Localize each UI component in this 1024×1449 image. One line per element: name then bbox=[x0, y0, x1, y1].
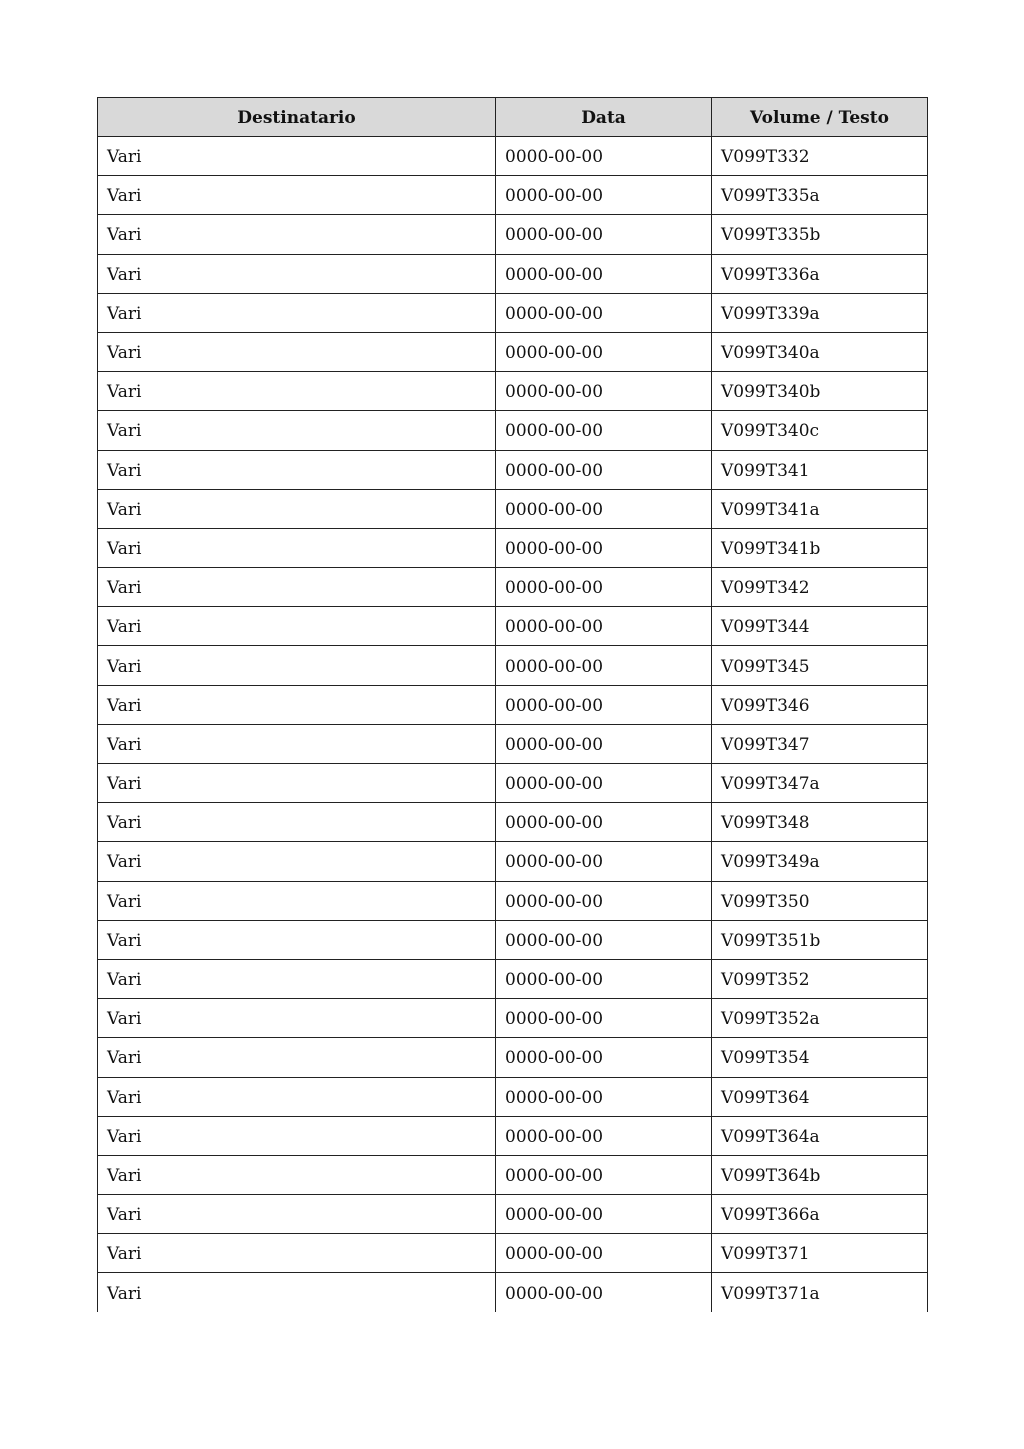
cell-volume-testo: V099T348 bbox=[712, 803, 928, 842]
cell-destinatario: Vari bbox=[98, 607, 496, 646]
cell-data: 0000-00-00 bbox=[496, 1116, 712, 1155]
cell-data: 0000-00-00 bbox=[496, 254, 712, 293]
cell-destinatario: Vari bbox=[98, 685, 496, 724]
table-row bbox=[98, 803, 928, 842]
table-row bbox=[98, 215, 928, 254]
cell-volume-testo: V099T364b bbox=[712, 1155, 928, 1194]
table-row bbox=[98, 293, 928, 332]
cell-volume-testo: V099T349a bbox=[712, 842, 928, 881]
cell-data: 0000-00-00 bbox=[496, 332, 712, 371]
table-row bbox=[98, 1038, 928, 1077]
column-header-volume-testo: Volume / Testo bbox=[712, 98, 928, 137]
cell-data: 0000-00-00 bbox=[496, 1234, 712, 1273]
cell-volume-testo: V099T341a bbox=[712, 489, 928, 528]
cell-volume-testo: V099T371a bbox=[712, 1273, 928, 1312]
table-header-row bbox=[98, 98, 928, 137]
table-row bbox=[98, 724, 928, 763]
cell-data: 0000-00-00 bbox=[496, 489, 712, 528]
cell-volume-testo: V099T341b bbox=[712, 528, 928, 567]
cell-volume-testo: V099T354 bbox=[712, 1038, 928, 1077]
table-row bbox=[98, 920, 928, 959]
table-row bbox=[98, 450, 928, 489]
cell-data: 0000-00-00 bbox=[496, 1273, 712, 1312]
cell-data: 0000-00-00 bbox=[496, 959, 712, 998]
table-row bbox=[98, 607, 928, 646]
table-row bbox=[98, 332, 928, 371]
cell-destinatario: Vari bbox=[98, 332, 496, 371]
cell-data: 0000-00-00 bbox=[496, 1077, 712, 1116]
cell-data: 0000-00-00 bbox=[496, 881, 712, 920]
cell-data: 0000-00-00 bbox=[496, 920, 712, 959]
cell-data: 0000-00-00 bbox=[496, 450, 712, 489]
cell-volume-testo: V099T366a bbox=[712, 1195, 928, 1234]
cell-destinatario: Vari bbox=[98, 372, 496, 411]
cell-volume-testo: V099T332 bbox=[712, 137, 928, 176]
cell-destinatario: Vari bbox=[98, 920, 496, 959]
cell-data: 0000-00-00 bbox=[496, 137, 712, 176]
cell-destinatario: Vari bbox=[98, 1273, 496, 1312]
cell-volume-testo: V099T352 bbox=[712, 959, 928, 998]
cell-data: 0000-00-00 bbox=[496, 685, 712, 724]
table-row bbox=[98, 1077, 928, 1116]
cell-volume-testo: V099T335a bbox=[712, 176, 928, 215]
cell-destinatario: Vari bbox=[98, 450, 496, 489]
cell-volume-testo: V099T340c bbox=[712, 411, 928, 450]
table-row bbox=[98, 528, 928, 567]
cell-volume-testo: V099T350 bbox=[712, 881, 928, 920]
cell-data: 0000-00-00 bbox=[496, 1195, 712, 1234]
table-row bbox=[98, 568, 928, 607]
cell-data: 0000-00-00 bbox=[496, 999, 712, 1038]
cell-data: 0000-00-00 bbox=[496, 1155, 712, 1194]
table-body bbox=[98, 137, 928, 1313]
cell-destinatario: Vari bbox=[98, 959, 496, 998]
cell-data: 0000-00-00 bbox=[496, 293, 712, 332]
table-row bbox=[98, 881, 928, 920]
cell-volume-testo: V099T364a bbox=[712, 1116, 928, 1155]
cell-destinatario: Vari bbox=[98, 1038, 496, 1077]
cell-destinatario: Vari bbox=[98, 293, 496, 332]
cell-data: 0000-00-00 bbox=[496, 764, 712, 803]
cell-destinatario: Vari bbox=[98, 803, 496, 842]
cell-destinatario: Vari bbox=[98, 724, 496, 763]
table-row bbox=[98, 646, 928, 685]
cell-volume-testo: V099T341 bbox=[712, 450, 928, 489]
cell-volume-testo: V099T364 bbox=[712, 1077, 928, 1116]
table-row bbox=[98, 1273, 928, 1312]
cell-volume-testo: V099T344 bbox=[712, 607, 928, 646]
cell-destinatario: Vari bbox=[98, 411, 496, 450]
cell-volume-testo: V099T342 bbox=[712, 568, 928, 607]
cell-data: 0000-00-00 bbox=[496, 215, 712, 254]
column-header-destinatario: Destinatario bbox=[98, 98, 496, 137]
cell-destinatario: Vari bbox=[98, 1195, 496, 1234]
cell-data: 0000-00-00 bbox=[496, 372, 712, 411]
table-row bbox=[98, 1195, 928, 1234]
cell-volume-testo: V099T336a bbox=[712, 254, 928, 293]
table-row bbox=[98, 959, 928, 998]
cell-destinatario: Vari bbox=[98, 254, 496, 293]
cell-destinatario: Vari bbox=[98, 646, 496, 685]
table-row bbox=[98, 489, 928, 528]
cell-destinatario: Vari bbox=[98, 1155, 496, 1194]
cell-destinatario: Vari bbox=[98, 1077, 496, 1116]
table-row bbox=[98, 764, 928, 803]
cell-volume-testo: V099T347a bbox=[712, 764, 928, 803]
cell-volume-testo: V099T345 bbox=[712, 646, 928, 685]
letters-table bbox=[97, 97, 928, 1312]
cell-destinatario: Vari bbox=[98, 999, 496, 1038]
cell-volume-testo: V099T347 bbox=[712, 724, 928, 763]
table-row bbox=[98, 1155, 928, 1194]
table-row bbox=[98, 999, 928, 1038]
cell-data: 0000-00-00 bbox=[496, 176, 712, 215]
cell-volume-testo: V099T346 bbox=[712, 685, 928, 724]
cell-destinatario: Vari bbox=[98, 215, 496, 254]
cell-destinatario: Vari bbox=[98, 528, 496, 567]
table-row bbox=[98, 411, 928, 450]
table-row bbox=[98, 372, 928, 411]
column-header-data: Data bbox=[496, 98, 712, 137]
table-row bbox=[98, 842, 928, 881]
cell-data: 0000-00-00 bbox=[496, 646, 712, 685]
cell-destinatario: Vari bbox=[98, 764, 496, 803]
cell-volume-testo: V099T351b bbox=[712, 920, 928, 959]
cell-destinatario: Vari bbox=[98, 1116, 496, 1155]
cell-data: 0000-00-00 bbox=[496, 528, 712, 567]
cell-data: 0000-00-00 bbox=[496, 842, 712, 881]
cell-volume-testo: V099T340a bbox=[712, 332, 928, 371]
table-row bbox=[98, 1116, 928, 1155]
cell-destinatario: Vari bbox=[98, 568, 496, 607]
table-row bbox=[98, 685, 928, 724]
table-row bbox=[98, 254, 928, 293]
cell-destinatario: Vari bbox=[98, 137, 496, 176]
cell-data: 0000-00-00 bbox=[496, 411, 712, 450]
cell-destinatario: Vari bbox=[98, 1234, 496, 1273]
cell-data: 0000-00-00 bbox=[496, 607, 712, 646]
cell-data: 0000-00-00 bbox=[496, 568, 712, 607]
cell-volume-testo: V099T352a bbox=[712, 999, 928, 1038]
cell-destinatario: Vari bbox=[98, 489, 496, 528]
cell-destinatario: Vari bbox=[98, 842, 496, 881]
cell-data: 0000-00-00 bbox=[496, 1038, 712, 1077]
cell-destinatario: Vari bbox=[98, 176, 496, 215]
cell-volume-testo: V099T340b bbox=[712, 372, 928, 411]
cell-volume-testo: V099T371 bbox=[712, 1234, 928, 1273]
table-row bbox=[98, 137, 928, 176]
cell-data: 0000-00-00 bbox=[496, 803, 712, 842]
cell-volume-testo: V099T335b bbox=[712, 215, 928, 254]
cell-volume-testo: V099T339a bbox=[712, 293, 928, 332]
cell-data: 0000-00-00 bbox=[496, 724, 712, 763]
cell-destinatario: Vari bbox=[98, 881, 496, 920]
table-row bbox=[98, 1234, 928, 1273]
table-row bbox=[98, 176, 928, 215]
